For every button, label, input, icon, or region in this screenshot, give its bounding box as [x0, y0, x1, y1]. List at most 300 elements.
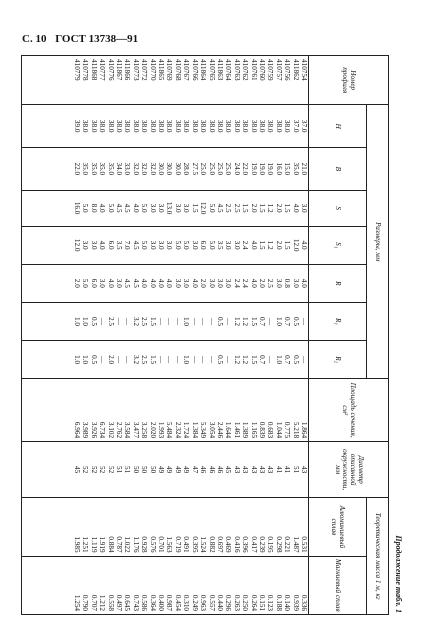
cell-h-6: 38.0 — [257, 119, 266, 133]
cell-magnesium-7: 0.264 — [249, 594, 258, 611]
cell-b-24: 35.0 — [106, 162, 115, 176]
cell-r2-3: 0.7 — [283, 355, 292, 365]
cell-s-4: 2.0 — [274, 203, 283, 213]
cell-s1-12: 5.0 — [207, 240, 216, 250]
cell-r2-27: 1.0 — [81, 355, 90, 365]
header-s1: S₁ — [309, 226, 367, 264]
cell-s-5: 1.2 — [266, 203, 275, 213]
cell-r1-3: 0.7 — [283, 316, 292, 326]
cell-aluminum-27: 1.251 — [81, 536, 90, 553]
cell-r-22: 4.5 — [123, 278, 132, 288]
cell-area-12: 3.054 — [207, 421, 216, 439]
cell-b-3: 15.0 — [283, 162, 292, 176]
cell-r-2: 3.0 — [291, 278, 300, 288]
cell-b-14: 27.5 — [190, 162, 199, 176]
cell-profile-19: 410770 — [148, 59, 157, 81]
cell-magnesium-24: 0.558 — [106, 594, 115, 611]
cell-r1-2: 0.5 — [291, 316, 300, 326]
cell-s-25: 4.0 — [98, 203, 107, 213]
header-area: Площадь сечения, см² — [309, 379, 389, 442]
cell-s1-8: 2.4 — [241, 240, 250, 250]
cell-magnesium-25: 1.212 — [98, 594, 107, 611]
cell-s1-28: 12.0 — [73, 238, 82, 252]
cell-s1-9: 3.0 — [232, 240, 241, 250]
cell-s-3: 1.5 — [283, 203, 292, 213]
cell-r-15: 3.0 — [182, 278, 191, 288]
cell-b-28: 22.0 — [73, 162, 82, 176]
cell-r-10: 3.0 — [224, 278, 233, 288]
cell-b-9: 24.0 — [232, 162, 241, 176]
cell-area-14: 1.384 — [190, 421, 199, 439]
cell-circle-4: 41 — [274, 466, 283, 474]
cell-magnesium-8: 0.250 — [241, 594, 250, 611]
page-number: С. 10 — [22, 33, 47, 45]
cell-b-4: 16.0 — [274, 162, 283, 176]
cell-r1-14: — — [190, 317, 199, 326]
cell-b-25: 35.0 — [98, 162, 107, 176]
column-s — [22, 190, 309, 226]
cell-profile-4: 410757 — [274, 59, 283, 81]
cell-area-6: 0.839 — [257, 421, 266, 439]
cell-area-27: 3.989 — [81, 421, 90, 439]
cell-h-18: 38.0 — [157, 119, 166, 133]
cell-s-9: 2.5 — [232, 203, 241, 213]
cell-r2-9: 1.2 — [232, 355, 241, 365]
header-s: S — [309, 190, 367, 226]
page-header — [22, 33, 144, 45]
cell-s-6: 1.5 — [257, 203, 266, 213]
cell-b-12: 25.0 — [207, 162, 216, 176]
cell-area-26: 3.926 — [89, 421, 98, 439]
cell-r-14: 4.0 — [190, 278, 199, 288]
cell-aluminum-19: 0.576 — [148, 536, 157, 553]
cell-profile-8: 410762 — [241, 59, 250, 81]
cell-h-22: 38.0 — [123, 119, 132, 133]
cell-h-27: 38.0 — [81, 119, 90, 133]
cell-r1-28: 1.0 — [73, 316, 82, 326]
cell-r2-20: 2.5 — [140, 355, 149, 365]
cell-s1-27: 3.0 — [81, 240, 90, 250]
profile-table — [21, 55, 389, 615]
cell-r2-6: 0.7 — [257, 355, 266, 365]
cell-r2-4: 1.0 — [274, 355, 283, 365]
cell-b-23: 34.0 — [115, 162, 124, 176]
cell-aluminum-23: 0.787 — [115, 536, 124, 553]
cell-area-23: 2.762 — [115, 421, 124, 439]
header-circle: Диаметр описанной окружности, мм — [309, 442, 389, 498]
header-aluminum: Алюминиевый сплав — [309, 498, 367, 556]
cell-profile-20: 410772 — [140, 59, 149, 81]
column-area — [22, 379, 309, 442]
cell-aluminum-10: 0.469 — [224, 536, 233, 553]
cell-aluminum-20: 0.928 — [140, 536, 149, 553]
cell-r1-20: 2.5 — [140, 316, 149, 326]
cell-profile-7: 410761 — [249, 59, 258, 81]
cell-b-26: 35.0 — [89, 162, 98, 176]
cell-b-16: 30.0 — [173, 162, 182, 176]
cell-r-12: 3.0 — [207, 278, 216, 288]
cell-r1-22: — — [123, 317, 132, 326]
cell-r-26: 6.0 — [89, 278, 98, 288]
cell-b-21: 32.0 — [131, 162, 140, 176]
cell-h-24: 38.0 — [106, 119, 115, 133]
cell-magnesium-9: 0.263 — [232, 594, 241, 611]
cell-s1-1: 4.0 — [300, 240, 308, 250]
cell-aluminum-26: 1.119 — [89, 536, 98, 553]
cell-profile-22: 411866 — [123, 59, 132, 81]
cell-s-18: 3.0 — [157, 203, 166, 213]
cell-r-3: 0.8 — [283, 278, 292, 288]
cell-profile-6: 410760 — [257, 59, 266, 81]
cell-circle-20: 50 — [140, 466, 149, 474]
cell-r1-24: 2.5 — [106, 316, 115, 326]
cell-r2-19: 1.5 — [148, 355, 157, 365]
cell-profile-5: 410759 — [266, 59, 275, 81]
cell-profile-11: 411863 — [215, 59, 224, 81]
cell-s1-19: 3.0 — [148, 240, 157, 250]
cell-s1-26: 3.0 — [89, 240, 98, 250]
cell-profile-1: 410754 — [300, 59, 308, 81]
cell-circle-23: 51 — [115, 466, 124, 474]
cell-area-21: 3.477 — [131, 421, 140, 439]
header-mass: Теоретическая масса 1 м, кг — [367, 498, 389, 615]
cell-magnesium-11: 0.440 — [215, 594, 224, 611]
cell-aluminum-8: 0.396 — [241, 536, 250, 553]
cell-magnesium-14: 0.249 — [190, 594, 199, 611]
cell-r-8: 2.4 — [241, 278, 250, 288]
cell-h-5: 38.0 — [266, 119, 275, 133]
cell-circle-13: 46 — [199, 466, 208, 474]
cell-circle-8: 43 — [241, 466, 250, 474]
cell-b-7: 19.0 — [249, 162, 258, 176]
cell-r1-1: — — [300, 317, 308, 326]
cell-s-19: 3.0 — [148, 203, 157, 213]
cell-magnesium-27: 0.790 — [81, 594, 90, 611]
column-b — [22, 148, 309, 191]
cell-circle-11: 46 — [215, 466, 224, 474]
cell-b-6: 19.0 — [257, 162, 266, 176]
cell-r-27: 5.0 — [81, 278, 90, 288]
cell-b-15: 28.0 — [182, 162, 191, 176]
cell-r2-17: — — [165, 356, 174, 364]
cell-h-25: 38.0 — [98, 119, 107, 133]
header-r1: R₁ — [309, 302, 367, 340]
cell-s-11: 4.5 — [215, 203, 224, 213]
cell-r-5: 2.5 — [266, 278, 275, 288]
cell-area-9: 1.461 — [232, 421, 241, 439]
cell-b-22: 33.0 — [123, 162, 132, 176]
cell-s-27: 5.0 — [81, 203, 90, 213]
cell-circle-16: 49 — [173, 466, 182, 474]
cell-r1-8: 1.2 — [241, 316, 250, 326]
cell-magnesium-13: 0.963 — [199, 594, 208, 611]
cell-h-15: 38.0 — [182, 119, 191, 133]
cell-aluminum-2: 1.487 — [291, 536, 300, 553]
cell-area-25: 6.734 — [98, 421, 107, 439]
cell-r1-23: — — [115, 317, 124, 326]
continuation-label: Продолжение табл. 1 — [394, 535, 403, 613]
cell-area-20: 3.258 — [140, 421, 149, 439]
cell-r2-16: — — [173, 356, 182, 364]
cell-s-23: 4.5 — [115, 203, 124, 213]
cell-magnesium-17: 0.987 — [165, 594, 174, 611]
cell-aluminum-24: 0.884 — [106, 536, 115, 553]
cell-r-25: 3.0 — [98, 278, 107, 288]
cell-profile-25: 410777 — [98, 59, 107, 81]
cell-r1-17: — — [165, 317, 174, 326]
cell-r1-21: 3.2 — [131, 316, 140, 326]
cell-b-5: 19.0 — [266, 162, 275, 176]
header-b: B — [309, 148, 367, 191]
cell-r-6: 2.0 — [257, 278, 266, 288]
cell-magnesium-5: 0.123 — [266, 594, 275, 611]
cell-r2-2: 0.5 — [291, 355, 300, 365]
cell-magnesium-1: 0.336 — [300, 594, 308, 611]
cell-magnesium-10: 0.296 — [224, 594, 233, 611]
cell-s-10: 2.5 — [224, 203, 233, 213]
cell-b-11: 25.0 — [215, 162, 224, 176]
cell-s1-23: 3.5 — [115, 240, 124, 250]
cell-r2-26: 0.5 — [89, 355, 98, 365]
cell-profile-17: 410769 — [165, 59, 174, 81]
cell-h-3: 38.0 — [283, 119, 292, 133]
cell-aluminum-16: 0.719 — [173, 536, 182, 553]
cell-circle-27: 52 — [81, 466, 90, 474]
cell-aluminum-1: 0.531 — [300, 536, 308, 553]
cell-s-8: 1.5 — [241, 203, 250, 213]
cell-h-10: 38.0 — [224, 119, 233, 133]
cell-profile-15: 410767 — [182, 59, 191, 81]
cell-area-4: 1.044 — [274, 421, 283, 439]
cell-aluminum-25: 1.919 — [98, 536, 107, 553]
cell-h-9: 38.0 — [232, 119, 241, 133]
cell-b-8: 22.0 — [241, 162, 250, 176]
cell-aluminum-21: 1.176 — [131, 536, 140, 553]
cell-r1-25: — — [98, 317, 107, 326]
cell-circle-24: 52 — [106, 466, 115, 474]
cell-magnesium-3: 0.140 — [283, 594, 292, 611]
cell-aluminum-22: 1.022 — [123, 536, 132, 553]
cell-circle-7: 43 — [249, 466, 258, 474]
cell-r-11: 3.0 — [215, 278, 224, 288]
cell-s1-11: 3.5 — [215, 240, 224, 250]
cell-profile-2: 411862 — [291, 59, 300, 81]
cell-s1-22: 7.0 — [123, 240, 132, 250]
cell-h-19: 38.0 — [148, 119, 157, 133]
cell-magnesium-26: 0.707 — [89, 594, 98, 611]
header-magnesium: Магниевый сплав — [309, 556, 367, 614]
cell-s1-3: 1.5 — [283, 240, 292, 250]
cell-profile-3: 410756 — [283, 59, 292, 81]
cell-magnesium-28: 1.254 — [73, 594, 82, 611]
cell-r-28: 2.0 — [73, 278, 82, 288]
cell-area-18: 1.993 — [157, 421, 166, 439]
cell-h-2: 37.0 — [291, 119, 300, 133]
cell-r-19: 4.0 — [148, 278, 157, 288]
cell-s-21: 4.0 — [131, 203, 140, 213]
cell-s1-20: 5.0 — [140, 240, 149, 250]
cell-aluminum-13: 1.524 — [199, 536, 208, 553]
cell-magnesium-22: 0.645 — [123, 594, 132, 611]
cell-h-16: 38.0 — [173, 119, 182, 133]
cell-area-7: 1.165 — [249, 421, 258, 439]
cell-circle-6: 43 — [257, 466, 266, 474]
cell-circle-21: 50 — [131, 466, 140, 474]
cell-s-26: 8.0 — [89, 203, 98, 213]
cell-profile-14: 410766 — [190, 59, 199, 81]
cell-area-8: 1.389 — [241, 421, 250, 439]
cell-profile-10: 410764 — [224, 59, 233, 81]
cell-r2-11: 0.5 — [215, 355, 224, 365]
cell-circle-26: 52 — [89, 466, 98, 474]
cell-circle-25: 52 — [98, 466, 107, 474]
cell-s1-4: 2.0 — [274, 240, 283, 250]
cell-h-8: 38.0 — [241, 119, 250, 133]
header-dimensions: Размеры, мм — [367, 105, 389, 379]
header-h: H — [309, 105, 367, 148]
cell-aluminum-28: 1.985 — [73, 536, 82, 553]
column-magnesium — [22, 556, 309, 614]
cell-magnesium-21: 0.743 — [131, 594, 140, 611]
cell-h-23: 38.0 — [115, 119, 124, 133]
cell-s1-15: 5.0 — [182, 240, 191, 250]
cell-h-26: 38.0 — [89, 119, 98, 133]
cell-r2-15: 1.0 — [182, 355, 191, 365]
column-circle — [22, 442, 309, 498]
cell-b-2: 35.0 — [291, 162, 300, 176]
cell-h-7: 38.0 — [249, 119, 258, 133]
cell-r1-4: 1.0 — [274, 316, 283, 326]
cell-aluminum-4: 0.298 — [274, 536, 283, 553]
cell-aluminum-6: 0.239 — [257, 536, 266, 553]
cell-profile-18: 411865 — [157, 59, 166, 81]
cell-s-13: 12.0 — [199, 201, 208, 215]
cell-h-28: 39.0 — [73, 119, 82, 133]
cell-r-21: 4.5 — [131, 278, 140, 288]
cell-magnesium-20: 0.586 — [140, 594, 149, 611]
cell-r1-26: 0.5 — [89, 316, 98, 326]
cell-r-13: 2.0 — [199, 278, 208, 288]
cell-s-22: 4.5 — [123, 203, 132, 213]
cell-h-1: 37.0 — [300, 119, 308, 133]
cell-profile-13: 411864 — [199, 59, 208, 81]
cell-aluminum-12: 0.882 — [207, 536, 216, 553]
cell-s1-24: 6.0 — [106, 240, 115, 250]
cell-r1-7: 1.5 — [249, 316, 258, 326]
cell-r1-10: — — [224, 317, 233, 326]
cell-r-7: 4.0 — [249, 278, 258, 288]
cell-r1-27: 1.0 — [81, 316, 90, 326]
cell-r1-11: 0.5 — [215, 316, 224, 326]
cell-s1-2: 12.0 — [291, 238, 300, 252]
cell-s1-13: 6.0 — [199, 240, 208, 250]
cell-s-20: 5.0 — [140, 203, 149, 213]
cell-r2-22: — — [123, 356, 132, 364]
column-r2 — [22, 341, 309, 379]
column-aluminum — [22, 498, 309, 556]
cell-circle-15: 49 — [182, 466, 191, 474]
cell-aluminum-7: 0.417 — [249, 536, 258, 553]
cell-circle-14: 47 — [190, 466, 199, 474]
cell-s-28: 16.0 — [73, 201, 82, 215]
cell-b-10: 25.0 — [224, 162, 233, 176]
cell-b-20: 32.0 — [140, 162, 149, 176]
cell-r-16: 3.0 — [173, 278, 182, 288]
cell-b-27: 35.0 — [81, 162, 90, 176]
cell-s1-25: 4.0 — [98, 240, 107, 250]
cell-profile-9: 410763 — [232, 59, 241, 81]
cell-r-18: 4.0 — [157, 278, 166, 288]
cell-r1-18: — — [157, 317, 166, 326]
cell-area-11: 2.446 — [215, 421, 224, 439]
cell-s1-17: 3.0 — [165, 240, 174, 250]
cell-aluminum-3: 0.221 — [283, 536, 292, 553]
cell-s-15: 3.0 — [182, 203, 191, 213]
cell-r2-5: — — [266, 356, 275, 364]
cell-magnesium-6: 0.151 — [257, 594, 266, 611]
cell-area-15: 1.724 — [182, 421, 191, 439]
standard-code: ГОСТ 13738—91 — [55, 33, 139, 45]
cell-s-12: 5.0 — [207, 203, 216, 213]
cell-circle-2: 51 — [291, 466, 300, 474]
cell-h-12: 38.0 — [207, 119, 216, 133]
cell-r2-13: — — [199, 356, 208, 364]
cell-area-13: 5.349 — [199, 421, 208, 439]
cell-area-28: 6.964 — [73, 421, 82, 439]
cell-r-17: 4.0 — [165, 278, 174, 288]
cell-area-5: 0.683 — [266, 421, 275, 439]
cell-r2-7: 1.5 — [249, 355, 258, 365]
column-r — [22, 264, 309, 302]
cell-profile-16: 410768 — [173, 59, 182, 81]
cell-r2-23: — — [115, 356, 124, 364]
cell-r2-1: — — [300, 356, 308, 364]
cell-h-20: 38.0 — [140, 119, 149, 133]
cell-r1-12: — — [207, 317, 216, 326]
cell-s-17: 13.0 — [165, 201, 174, 215]
cell-h-11: 38.0 — [215, 119, 224, 133]
cell-circle-18: 49 — [157, 466, 166, 474]
cell-profile-27: 410778 — [81, 59, 90, 81]
cell-r2-25: — — [98, 356, 107, 364]
cell-magnesium-15: 0.310 — [182, 594, 191, 611]
cell-r-24: 4.0 — [106, 278, 115, 288]
cell-r1-15: 1.0 — [182, 316, 191, 326]
cell-area-2: 5.218 — [291, 421, 300, 439]
cell-area-17: 5.484 — [165, 421, 174, 439]
cell-r2-14: — — [190, 356, 199, 364]
cell-r2-8: 1.2 — [241, 355, 250, 365]
cell-aluminum-18: 0.701 — [157, 536, 166, 553]
cell-h-21: 38.0 — [131, 119, 140, 133]
cell-r2-18: — — [157, 356, 166, 364]
cell-r-1: 4.0 — [300, 278, 308, 288]
cell-area-10: 1.644 — [224, 421, 233, 439]
cell-s-2: 4.0 — [291, 203, 300, 213]
cell-r1-16: — — [173, 317, 182, 326]
cell-r1-13: — — [199, 317, 208, 326]
cell-aluminum-14: 0.395 — [190, 536, 199, 553]
cell-s1-10: 3.0 — [224, 240, 233, 250]
cell-h-17: 38.0 — [165, 119, 174, 133]
cell-magnesium-19: 0.364 — [148, 594, 157, 611]
cell-aluminum-17: 1.563 — [165, 536, 174, 553]
cell-r2-10: — — [224, 356, 233, 364]
cell-h-4: 38.0 — [274, 119, 283, 133]
cell-area-22: 3.584 — [123, 421, 132, 439]
cell-circle-10: 45 — [224, 466, 233, 474]
cell-s1-18: 3.0 — [157, 240, 166, 250]
